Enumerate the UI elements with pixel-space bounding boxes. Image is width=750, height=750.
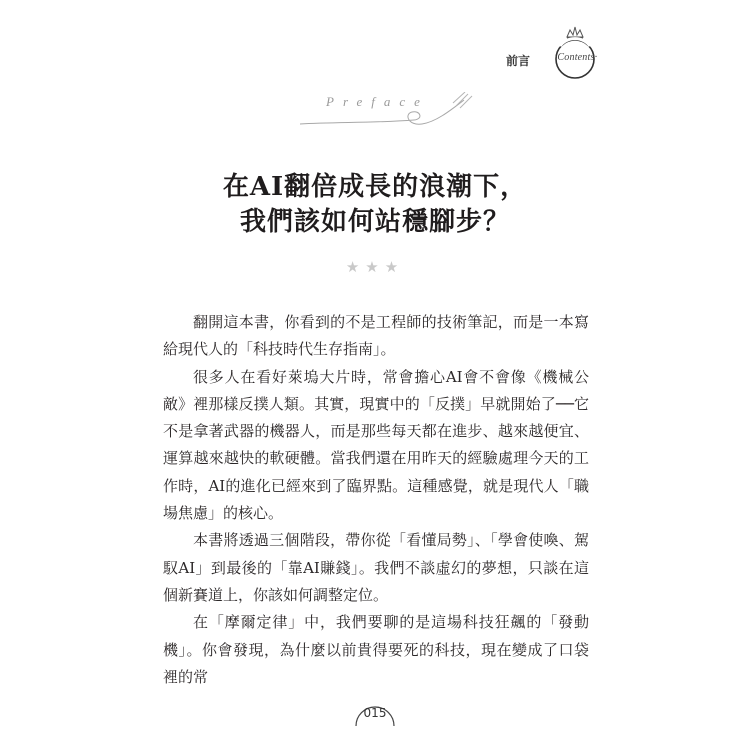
star-divider: ★★★ xyxy=(345,258,405,276)
page-number: 015 xyxy=(363,706,387,720)
paragraph-4: 在「摩爾定律」中，我們要聊的是這場科技狂飆的「發動機」。你會發現，為什麼以前貴得要死的科技，現在變成了口袋裡的常 xyxy=(163,613,589,686)
preface-label: Preface xyxy=(326,94,429,109)
contents-badge-label: ·Contents· xyxy=(554,52,598,63)
paragraph-2: 很多人在看好萊塢大片時，常會擔心AI會不會像《機械公敵》裡那樣反撲人類。其實，現實中的「反撲」早就開始了──它不是拿著武器的機器人，而是那些每天都在進步、越來越便宜、運算越來越快的軟硬體。當我們還在用昨天的經驗處理今天的工作時，AI的進化已經來到了臨界點。這種感覺，就是現代人「職場焦慮」的核心。 xyxy=(163,367,589,523)
title-line-1: 在AI翻倍成長的浪潮下， xyxy=(222,172,528,202)
body-text xyxy=(163,309,589,691)
paragraph-3: 本書將透過三個階段，帶你從「看懂局勢」、「學會使喚、駕馭AI」到最後的「靠AI賺錢」。我們不談虛幻的夢想，只談在這個新賽道上，你該如何調整定位。 xyxy=(163,531,589,604)
title-line-2: 我們該如何站穩腳步？ xyxy=(239,207,510,237)
chapter-label: 前言 xyxy=(506,54,531,68)
paragraph-1: 翻開這本書，你看到的不是工程師的技術筆記，而是一本寫給現代人的「科技時代生存指南」。 xyxy=(163,313,589,359)
